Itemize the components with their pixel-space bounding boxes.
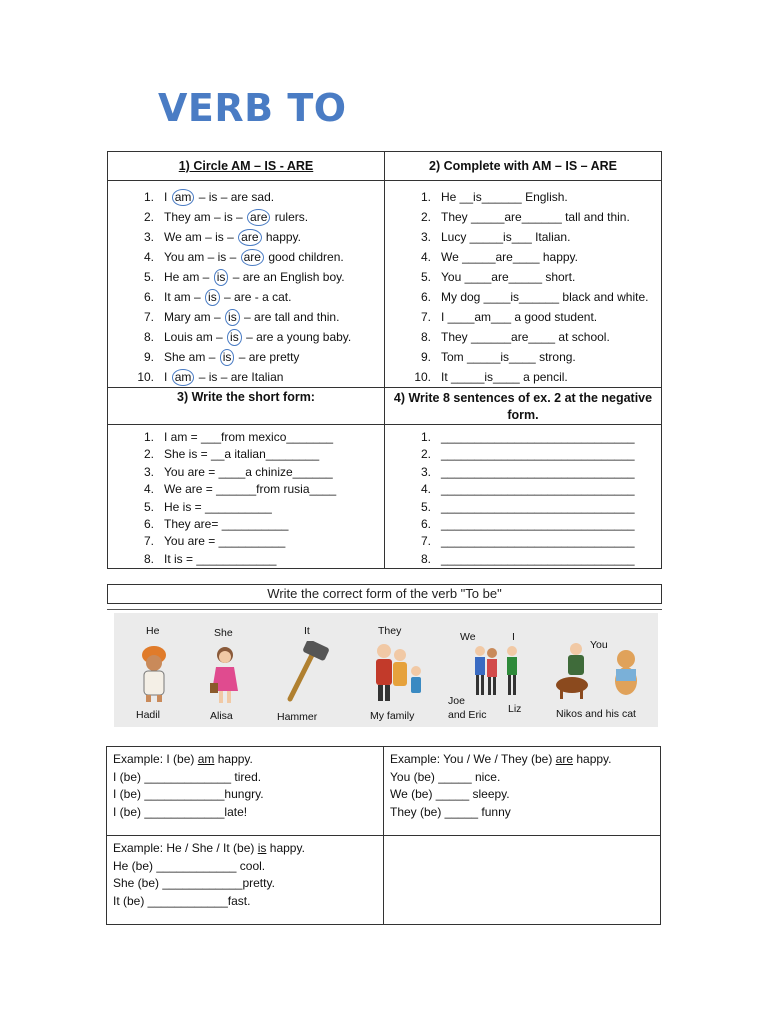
list-item xyxy=(108,307,384,327)
item-number: 8. xyxy=(420,551,431,566)
list-item xyxy=(108,267,384,287)
divider xyxy=(107,609,662,610)
item-pre: Mary am – xyxy=(164,310,221,324)
item-number: 10. xyxy=(414,370,431,384)
friends-illustration xyxy=(470,643,522,699)
item-number: 7. xyxy=(143,534,154,549)
boy-illustration xyxy=(134,643,174,703)
circled-answer: are xyxy=(241,249,264,266)
section-4-body xyxy=(385,425,662,569)
item-text xyxy=(164,367,283,387)
item-post: – are a young baby. xyxy=(246,330,352,344)
item-pre: They am – is – xyxy=(164,210,243,224)
pronoun-he: He xyxy=(146,625,160,637)
item-text xyxy=(164,187,274,207)
item-text: My dog ____is______ black and white. xyxy=(441,290,649,304)
item-number: 10. xyxy=(137,370,154,384)
section-4-title: 4) Write 8 sentences of ex. 2 at the negative form. xyxy=(385,388,662,425)
item-pre: Louis am – xyxy=(164,330,223,344)
name-hadil: Hadil xyxy=(136,709,160,721)
item-number: 1. xyxy=(420,190,431,204)
name-my-family: My family xyxy=(370,710,415,722)
list-item xyxy=(108,516,384,533)
list-item xyxy=(108,481,384,498)
name-and-eric: and Eric xyxy=(448,709,487,721)
item-number: 1. xyxy=(420,430,431,444)
item-number: 2. xyxy=(143,447,154,462)
item-post: happy. xyxy=(265,230,301,244)
item-text: He is = __________ xyxy=(164,499,272,514)
list-item xyxy=(108,446,384,463)
picture-friends xyxy=(444,613,524,727)
item-pre: He am – xyxy=(164,270,210,284)
exercise-line: It (be) ____________fast. xyxy=(113,893,251,908)
item-text: Lucy _____is___ Italian. xyxy=(441,230,571,244)
item-text: _____________________________ xyxy=(441,499,635,514)
item-text: It is = ____________ xyxy=(164,551,277,566)
list-item xyxy=(385,367,661,387)
list-item xyxy=(108,367,384,387)
name-hammer: Hammer xyxy=(277,711,318,723)
item-number: 6. xyxy=(420,290,431,304)
practice-empty-cell xyxy=(384,836,661,925)
item-number: 2. xyxy=(143,210,154,224)
circled-answer: is xyxy=(220,349,235,366)
item-post: rulers. xyxy=(274,210,309,224)
section-2-title: 2) Complete with AM – IS – ARE xyxy=(385,152,662,181)
picture-family xyxy=(366,613,436,727)
list-item xyxy=(108,533,384,550)
item-text: I ____am___ a good student. xyxy=(441,310,598,324)
pronoun-she: She xyxy=(214,627,233,639)
item-text xyxy=(164,287,291,307)
item-number: 8. xyxy=(143,330,154,344)
item-number: 4. xyxy=(143,250,154,264)
list-item xyxy=(108,464,384,481)
list-item xyxy=(108,187,384,207)
item-number: 5. xyxy=(420,499,431,514)
exercise-line: I (be) ____________late! xyxy=(113,804,248,819)
item-text: It _____is____ a pencil. xyxy=(441,370,568,384)
practice-he-she-it xyxy=(107,836,384,925)
item-post: good children. xyxy=(268,250,344,264)
item-number: 9. xyxy=(143,350,154,364)
page-title: VERB TO xyxy=(158,86,347,130)
section-2-body xyxy=(385,181,662,388)
item-text xyxy=(164,227,301,247)
item-number: 2. xyxy=(420,447,431,462)
item-text: You ____are_____ short. xyxy=(441,270,576,284)
item-number: 4. xyxy=(420,482,431,497)
item-number: 5. xyxy=(143,270,154,284)
list-item xyxy=(385,327,661,347)
item-pre: We am – is – xyxy=(164,230,234,244)
item-number: 8. xyxy=(143,551,154,566)
list-item xyxy=(385,516,661,533)
item-text: He __is______ English. xyxy=(441,190,568,204)
practice-table xyxy=(106,746,661,925)
item-text: We _____are____ happy. xyxy=(441,250,578,264)
girl-illustration xyxy=(208,645,242,705)
list-item xyxy=(385,533,661,550)
item-number: 6. xyxy=(143,516,154,531)
picture-hadil xyxy=(128,613,178,727)
item-text: They are= __________ xyxy=(164,516,289,531)
instruction-banner: Write the correct form of the verb "To be" xyxy=(107,584,662,604)
picture-strip xyxy=(114,613,658,727)
practice-i xyxy=(107,747,384,836)
name-nikos: Nikos and his cat xyxy=(556,708,636,720)
item-text: _____________________________ xyxy=(441,482,635,497)
item-text xyxy=(164,307,339,327)
exercise-line: They (be) _____ funny xyxy=(390,804,511,819)
exercise-table xyxy=(107,151,662,569)
list-item xyxy=(108,499,384,516)
name-joe: Joe xyxy=(448,695,465,707)
example-line: Example: He / She / It (be) is happy. xyxy=(113,841,305,855)
item-pre: You am – is – xyxy=(164,250,237,264)
section-3-body xyxy=(108,425,385,569)
complete-list xyxy=(385,187,661,387)
item-number: 5. xyxy=(420,270,431,284)
list-item xyxy=(385,207,661,227)
list-item xyxy=(385,307,661,327)
exercise-line: He (be) ____________ cool. xyxy=(113,858,266,873)
example-line: Example: I (be) am happy. xyxy=(113,752,253,766)
item-number: 9. xyxy=(420,350,431,364)
list-item xyxy=(108,227,384,247)
exercise-line: She (be) ____________pretty. xyxy=(113,876,275,890)
practice-you-we-they xyxy=(384,747,661,836)
picture-nikos xyxy=(550,613,650,727)
item-text xyxy=(164,247,344,267)
hammer-illustration xyxy=(280,641,330,703)
list-item xyxy=(385,347,661,367)
name-alisa: Alisa xyxy=(210,710,233,722)
list-item xyxy=(385,429,661,446)
list-item xyxy=(385,247,661,267)
list-item xyxy=(385,267,661,287)
pronoun-i: I xyxy=(512,631,515,643)
item-text xyxy=(164,267,345,287)
exercise-line: We (be) _____ sleepy. xyxy=(390,787,510,801)
item-text: _____________________________ xyxy=(441,551,635,566)
section-1-body xyxy=(108,181,385,388)
nikos-cat-illustration xyxy=(552,641,642,701)
item-text: She is = __a italian________ xyxy=(164,447,320,462)
item-text xyxy=(164,347,299,367)
picture-hammer xyxy=(274,613,334,727)
list-item xyxy=(108,347,384,367)
item-pre: I xyxy=(164,190,168,204)
circle-list xyxy=(108,187,384,387)
item-pre: I xyxy=(164,370,168,384)
item-number: 3. xyxy=(143,464,154,479)
item-post: – are - a cat. xyxy=(224,290,292,304)
item-post: – is – are sad. xyxy=(198,190,275,204)
list-item xyxy=(385,481,661,498)
item-number: 3. xyxy=(420,464,431,479)
item-text: We are = ______from rusia____ xyxy=(164,482,337,497)
list-item xyxy=(108,207,384,227)
pronoun-we: We xyxy=(460,631,476,643)
short-form-list xyxy=(108,429,384,568)
item-text: I am = ___from mexico_______ xyxy=(164,430,334,444)
list-item xyxy=(385,187,661,207)
example-line: Example: You / We / They (be) are happy. xyxy=(390,752,612,766)
circled-answer: are xyxy=(247,209,270,226)
item-post: – are an English boy. xyxy=(232,270,345,284)
item-number: 7. xyxy=(420,534,431,549)
item-number: 3. xyxy=(420,230,431,244)
exercise-line: You (be) _____ nice. xyxy=(390,769,501,784)
item-text: They _____are______ tall and thin. xyxy=(441,210,630,224)
picture-alisa xyxy=(204,613,254,727)
exercise-line: I (be) _____________ tired. xyxy=(113,769,262,784)
pronoun-you: You xyxy=(590,639,608,651)
list-item xyxy=(385,446,661,463)
item-text: Tom _____is____ strong. xyxy=(441,350,576,364)
item-pre: She am – xyxy=(164,350,216,364)
item-number: 2. xyxy=(420,210,431,224)
item-number: 7. xyxy=(143,310,154,324)
item-number: 4. xyxy=(143,482,154,497)
list-item xyxy=(385,464,661,481)
item-post: – are pretty xyxy=(238,350,300,364)
item-text: You are = __________ xyxy=(164,534,286,549)
item-text: _____________________________ xyxy=(441,447,635,462)
exercise-line: I (be) ____________hungry. xyxy=(113,787,264,801)
circled-answer: is xyxy=(205,289,220,306)
list-item xyxy=(108,287,384,307)
item-post: – are tall and thin. xyxy=(244,310,340,324)
item-number: 8. xyxy=(420,330,431,344)
item-number: 7. xyxy=(420,310,431,324)
item-number: 4. xyxy=(420,250,431,264)
item-text: _____________________________ xyxy=(441,430,635,444)
item-number: 1. xyxy=(143,190,154,204)
item-number: 3. xyxy=(143,230,154,244)
item-number: 5. xyxy=(143,499,154,514)
item-pre: It am – xyxy=(164,290,201,304)
item-text: _____________________________ xyxy=(441,534,635,549)
item-number: 1. xyxy=(143,430,154,444)
section-1-title: 1) Circle AM – IS - ARE xyxy=(108,152,385,181)
circled-answer: is xyxy=(225,309,240,326)
circled-answer: is xyxy=(214,269,229,286)
circled-answer: am xyxy=(172,189,195,206)
list-item xyxy=(385,227,661,247)
item-text xyxy=(164,207,308,227)
item-text: _____________________________ xyxy=(441,464,635,479)
negative-form-list xyxy=(385,429,661,568)
pronoun-they: They xyxy=(378,625,402,637)
pronoun-it: It xyxy=(304,625,310,637)
list-item xyxy=(108,551,384,568)
list-item xyxy=(385,287,661,307)
list-item xyxy=(108,429,384,446)
item-text: _____________________________ xyxy=(441,516,635,531)
item-text: They ______are____ at school. xyxy=(441,330,610,344)
item-number: 6. xyxy=(143,290,154,304)
list-item xyxy=(108,327,384,347)
list-item xyxy=(385,499,661,516)
item-text xyxy=(164,327,351,347)
item-post: – is – are Italian xyxy=(198,370,284,384)
list-item xyxy=(385,551,661,568)
circled-answer: are xyxy=(238,229,261,246)
name-liz: Liz xyxy=(508,703,522,715)
circled-answer: am xyxy=(172,369,195,386)
item-text: You are = ____a chinize______ xyxy=(164,464,333,479)
family-illustration xyxy=(370,641,426,705)
item-number: 6. xyxy=(420,516,431,531)
list-item xyxy=(108,247,384,267)
section-3-title: 3) Write the short form: xyxy=(108,388,385,425)
circled-answer: is xyxy=(227,329,242,346)
